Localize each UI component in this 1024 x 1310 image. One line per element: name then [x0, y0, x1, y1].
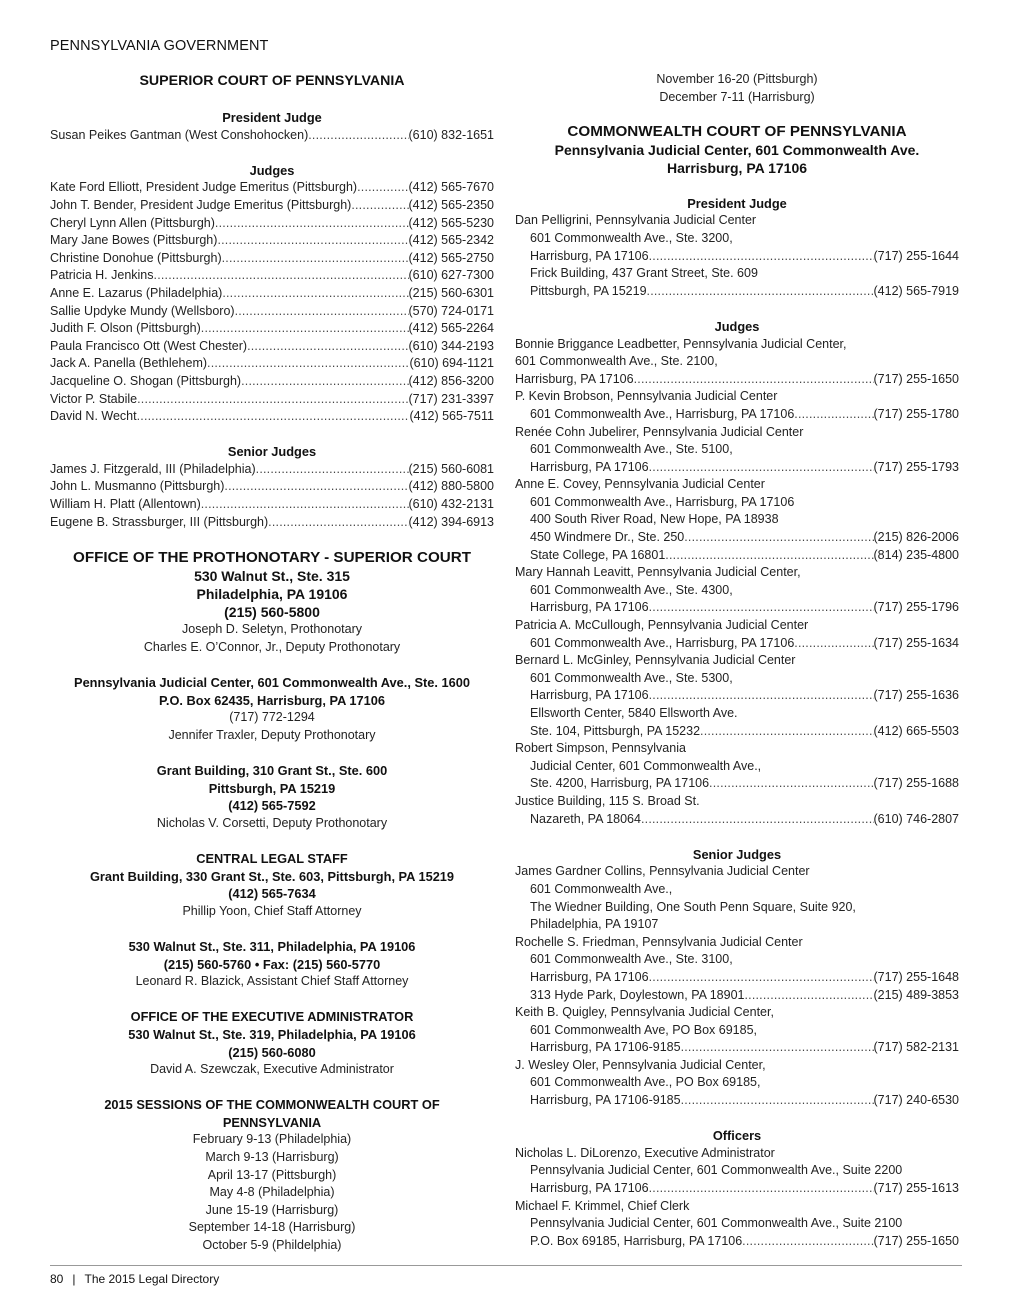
- entry-name: Cheryl Lynn Allen (Pittsburgh): [50, 215, 215, 230]
- entry-line: Bernard L. McGinley, Pennsylvania Judicial Center: [515, 653, 796, 668]
- entry-line: Pennsylvania Judicial Center, 601 Commonwealth Ave., Suite 2100: [530, 1216, 903, 1231]
- directory-entry: [50, 514, 494, 532]
- entry-phone: (412) 665-5503: [873, 723, 959, 738]
- sessions-title-line1: 2015 SESSIONS OF THE COMMONWEALTH COURT OF: [104, 1097, 440, 1113]
- cw-judges-heading: Judges: [714, 318, 760, 334]
- entry-line: 601 Commonwealth Ave, PO Box 69185,: [530, 1022, 757, 1037]
- harrisburg-office-phone: (717) 772-1294: [229, 710, 315, 725]
- entry-phone: (717) 255-1648: [873, 969, 959, 984]
- entry-row: [515, 406, 959, 424]
- entry-line: 601 Commonwealth Ave., Ste. 2100,: [515, 354, 718, 369]
- entry-name: Kate Ford Elliott, President Judge Emeritus (Pittsburgh): [50, 180, 358, 195]
- entry-name: Eugene B. Strassburger, III (Pittsburgh): [50, 514, 269, 529]
- entry-phone: (717) 240-6530: [873, 1093, 959, 1108]
- deputy-prothonotary-person: Charles E. O’Connor, Jr., Deputy Prothonotary: [143, 639, 401, 654]
- entry-line: Keith B. Quigley, Pennsylvania Judicial Center,: [515, 1005, 774, 1020]
- entry-line: Justice Building, 115 S. Broad St.: [515, 793, 700, 808]
- directory-entry: [50, 215, 494, 233]
- entry-phone: (570) 724-0171: [408, 303, 494, 318]
- entry-address: Harrisburg, PA 17106: [530, 248, 649, 263]
- entry-line: Rochelle S. Friedman, Pennsylvania Judicial Center: [515, 934, 803, 949]
- session-date: April 13-17 (Pittsburgh): [207, 1167, 337, 1182]
- entry-line: 400 South River Road, New Hope, PA 18938: [530, 512, 779, 527]
- entry-phone: (610) 694-1121: [409, 356, 494, 371]
- entry-row: [515, 811, 959, 829]
- entry-address: 601 Commonwealth Ave., Harrisburg, PA 17106: [530, 635, 795, 650]
- entry-address: Ste. 104, Pittsburgh, PA 15232: [530, 723, 701, 738]
- entry-row: [515, 1233, 959, 1251]
- entry-row: [515, 1092, 959, 1110]
- central-legal-phone: (412) 565-7634: [228, 886, 316, 902]
- exec-admin-address: 530 Walnut St., Ste. 319, Philadelphia, PA 19106: [128, 1026, 416, 1042]
- central-legal-address: Grant Building, 330 Grant St., Ste. 603, Pittsburgh, PA 15219: [89, 868, 455, 884]
- entry-phone: (610) 432-2131: [408, 497, 494, 512]
- session-date: October 5-9 (Phildelphia): [202, 1238, 342, 1253]
- entry-name: Judith F. Olson (Pittsburgh): [50, 321, 201, 336]
- central-legal-phila-phones: (215) 560-5760 • Fax: (215) 560-5770: [163, 956, 381, 972]
- entry-address: Harrisburg, PA 17106: [530, 969, 649, 984]
- entry-line: J. Wesley Oler, Pennsylvania Judicial Center,: [515, 1057, 766, 1072]
- entry-phone: (412) 565-2342: [408, 233, 494, 248]
- entry-name: Patricia H. Jenkins: [50, 268, 154, 283]
- session-date: December 7-11 (Harrisburg): [659, 89, 815, 104]
- entry-row: [515, 1180, 959, 1198]
- entry-address: Harrisburg, PA 17106: [530, 600, 649, 615]
- entry-phone: (412) 565-7670: [408, 180, 494, 195]
- directory-entry: [50, 303, 494, 321]
- entry-line: James Gardner Collins, Pennsylvania Judicial Center: [515, 864, 810, 879]
- entry-address: State College, PA 16801: [530, 547, 666, 562]
- entry-address: 313 Hyde Park, Doylestown, PA 18901: [530, 987, 745, 1002]
- entry-line: Bonnie Briggance Leadbetter, Pennsylvania Judicial Center,: [515, 336, 847, 351]
- entry-line: Pennsylvania Judicial Center, 601 Commonwealth Ave., Suite 2200: [530, 1163, 903, 1178]
- entry-line: 601 Commonwealth Ave., Harrisburg, PA 17106: [530, 494, 795, 509]
- entry-row: [515, 248, 959, 266]
- senior-judges-heading: Senior Judges: [227, 444, 317, 460]
- entry-phone: (412) 565-2350: [408, 197, 494, 212]
- footer-rule: [50, 1265, 962, 1266]
- session-date: November 16-20 (Pittsburgh): [656, 72, 818, 86]
- session-date: June 15-19 (Harrisburg): [205, 1202, 339, 1217]
- entry-phone: (717) 255-1793: [873, 459, 959, 474]
- exec-admin-person: David A. Szewczak, Executive Administrator: [150, 1062, 394, 1077]
- entry-row: [515, 723, 959, 741]
- pittsburgh-office-person: Nicholas V. Corsetti, Deputy Prothonotary: [156, 815, 388, 830]
- entry-phone: (412) 565-7919: [873, 283, 959, 298]
- prothonotary-address1: 530 Walnut St., Ste. 315: [194, 568, 350, 585]
- entry-phone: (717) 255-1650: [873, 371, 959, 386]
- harrisburg-office-person: Jennifer Traxler, Deputy Prothonotary: [168, 727, 376, 742]
- entry-name: Christine Donohue (Pittsburgh): [50, 250, 222, 265]
- prothonotary-phone: (215) 560-5800: [224, 604, 320, 621]
- directory-entry: [50, 373, 494, 391]
- directory-entry: [50, 197, 494, 215]
- entry-row: [515, 987, 959, 1005]
- entry-line: Ellsworth Center, 5840 Ellsworth Ave.: [530, 706, 738, 720]
- entry-name: Mary Jane Bowes (Pittsburgh): [50, 233, 218, 248]
- commonwealth-address2: Harrisburg, PA 17106: [666, 160, 808, 177]
- directory-entry: [50, 250, 494, 268]
- entry-phone: (717) 255-1650: [873, 1233, 959, 1248]
- entry-line: 601 Commonwealth Ave., Ste. 3200,: [530, 230, 733, 245]
- directory-entry: [50, 285, 494, 303]
- entry-row: [515, 547, 959, 565]
- entry-line: P. Kevin Brobson, Pennsylvania Judicial Center: [515, 389, 778, 404]
- entry-name: Jack A. Panella (Bethlehem): [50, 356, 208, 371]
- left-column: [50, 72, 494, 1255]
- running-head: PENNSYLVANIA GOVERNMENT: [50, 38, 269, 54]
- entry-phone: (717) 582-2131: [873, 1040, 959, 1055]
- cw-president-judge-heading: President Judge: [687, 195, 787, 211]
- entry-phone: (412) 565-2750: [408, 250, 494, 265]
- entry-line: 601 Commonwealth Ave., Ste. 4300,: [530, 582, 733, 597]
- entry-phone: (610) 746-2807: [873, 811, 959, 826]
- directory-entry: [50, 338, 494, 356]
- judges-list: [50, 179, 494, 425]
- exec-admin-title: OFFICE OF THE EXECUTIVE ADMINISTRATOR: [130, 1009, 414, 1025]
- central-legal-phila-person: Leonard R. Blazick, Assistant Chief Staff Attorney: [135, 974, 409, 989]
- footer-separator: |: [72, 1272, 76, 1286]
- entry-line: 601 Commonwealth Ave., PO Box 69185,: [530, 1075, 761, 1090]
- entry-phone: (412) 394-6913: [408, 514, 494, 529]
- entry-name: Sallie Updyke Mundy (Wellsboro): [50, 303, 235, 318]
- entry-phone: (717) 255-1634: [873, 635, 959, 650]
- prothonotary-person: Joseph D. Seletyn, Prothonotary: [182, 622, 362, 637]
- entry-address: 601 Commonwealth Ave., Harrisburg, PA 17106: [530, 406, 795, 421]
- entry-row: [515, 371, 959, 389]
- entry-line: 601 Commonwealth Ave., Ste. 5300,: [530, 670, 733, 685]
- entry-name: Anne E. Lazarus (Philadelphia): [50, 285, 223, 300]
- entry-line: Dan Pelligrini, Pennsylvania Judicial Center: [515, 213, 757, 228]
- entry-name: David N. Wecht: [50, 409, 137, 424]
- entry-address: Harrisburg, PA 17106-9185: [530, 1093, 681, 1108]
- entry-phone: (412) 856-3200: [408, 373, 494, 388]
- entry-phone: (717) 255-1796: [873, 600, 959, 615]
- entry-name: Paula Francisco Ott (West Chester): [50, 338, 248, 353]
- entry-phone: (610) 832-1651: [408, 127, 494, 142]
- entry-phone: (717) 255-1636: [873, 688, 959, 703]
- entry-row: [515, 283, 959, 301]
- entry-row: [515, 687, 959, 705]
- entry-address: 450 Windmere Dr., Ste. 250: [530, 530, 685, 545]
- central-legal-person: Phillip Yoon, Chief Staff Attorney: [182, 903, 362, 918]
- page-number: 80: [50, 1272, 64, 1286]
- entry-name: Jacqueline O. Shogan (Pittsburgh): [50, 373, 242, 388]
- cw-officers-heading: Officers: [712, 1128, 762, 1144]
- sessions-list: [50, 1131, 494, 1254]
- entry-phone: (412) 565-5230: [408, 215, 494, 230]
- entry-line: The Wiedner Building, One South Penn Square, Suite 920,: [530, 899, 856, 914]
- entry-address: P.O. Box 69185, Harrisburg, PA 17106: [530, 1233, 743, 1248]
- entry-row: [515, 635, 959, 653]
- entry-phone: (412) 880-5800: [408, 479, 494, 494]
- entry-line: Robert Simpson, Pennsylvania: [515, 741, 686, 756]
- entry-phone: (412) 565-2264: [408, 321, 494, 336]
- directory-entry: [50, 496, 494, 514]
- entry-phone: (215) 826-2006: [873, 530, 959, 545]
- entry-phone: (610) 627-7300: [408, 268, 494, 283]
- prothonotary-title: OFFICE OF THE PROTHONOTARY - SUPERIOR COURT: [73, 549, 471, 567]
- entry-phone: (717) 255-1613: [873, 1181, 959, 1196]
- entry-line: Renée Cohn Jubelirer, Pennsylvania Judicial Center: [515, 424, 804, 439]
- entry-phone: (215) 560-6301: [408, 285, 494, 300]
- pittsburgh-office-line2: Pittsburgh, PA 15219: [208, 780, 336, 796]
- prothonotary-address2: Philadelphia, PA 19106: [196, 586, 348, 603]
- entry-name: Susan Peikes Gantman (West Conshohocken): [50, 127, 309, 142]
- session-date: February 9-13 (Philadelphia): [192, 1132, 352, 1147]
- entry-row: [515, 459, 959, 477]
- entry-line: 601 Commonwealth Ave., Ste. 3100,: [530, 952, 733, 967]
- entry-line: Mary Hannah Leavitt, Pennsylvania Judicial Center,: [515, 565, 801, 580]
- right-column: [515, 71, 959, 1250]
- entry-address: Harrisburg, PA 17106-9185: [530, 1040, 681, 1055]
- directory-entry: [50, 179, 494, 197]
- president-judge-heading: President Judge: [222, 110, 322, 125]
- entry-address: Ste. 4200, Harrisburg, PA 17106: [530, 776, 710, 791]
- session-date: March 9-13 (Harrisburg): [205, 1150, 339, 1165]
- president-judge-entry: [50, 127, 494, 145]
- harrisburg-office-line1: Pennsylvania Judicial Center, 601 Commonwealth Ave., Ste. 1600: [74, 675, 470, 691]
- entry-line: Frick Building, 437 Grant Street, Ste. 609: [530, 266, 758, 281]
- judges-heading: Judges: [249, 162, 295, 178]
- entry-row: [515, 775, 959, 793]
- commonwealth-address1: Pennsylvania Judicial Center, 601 Commonwealth Ave.: [554, 142, 920, 159]
- commonwealth-court-title: COMMONWEALTH COURT OF PENNSYLVANIA: [567, 123, 907, 141]
- directory-entry: [50, 391, 494, 409]
- entry-name: Victor P. Stabile: [50, 391, 138, 406]
- entry-phone: (215) 560-6081: [408, 461, 494, 476]
- entry-address: Harrisburg, PA 17106: [515, 371, 634, 386]
- pittsburgh-office-line1: Grant Building, 310 Grant St., Ste. 600: [156, 763, 388, 778]
- entry-line: Michael F. Krimmel, Chief Clerk: [515, 1198, 690, 1213]
- entry-line: Nicholas L. DiLorenzo, Executive Administrator: [515, 1145, 775, 1160]
- entry-phone: (610) 344-2193: [408, 338, 494, 353]
- entry-row: [515, 969, 959, 987]
- directory-entry: [50, 232, 494, 250]
- directory-entry: [50, 320, 494, 338]
- entry-phone: (717) 255-1644: [873, 248, 959, 263]
- entry-line: 601 Commonwealth Ave.,: [530, 881, 673, 896]
- entry-line: Judicial Center, 601 Commonwealth Ave.,: [530, 758, 762, 773]
- directory-entry: [50, 478, 494, 496]
- central-legal-title: CENTRAL LEGAL STAFF: [196, 850, 348, 866]
- superior-court-title: SUPERIOR COURT OF PENNSYLVANIA: [139, 73, 405, 89]
- directory-entry: [50, 408, 494, 426]
- senior-judges-list: [50, 461, 494, 531]
- directory-entry: [50, 267, 494, 285]
- entry-name: William H. Platt (Allentown): [50, 497, 201, 512]
- entry-name: James J. Fitzgerald, III (Philadelphia): [50, 461, 256, 476]
- entry-line: Patricia A. McCullough, Pennsylvania Judicial Center: [515, 618, 809, 633]
- entry-address: Nazareth, PA 18064: [530, 811, 641, 826]
- entry-address: Harrisburg, PA 17106: [530, 459, 649, 474]
- entry-name: John L. Musmanno (Pittsburgh): [50, 479, 225, 494]
- directory-entry: [50, 355, 494, 373]
- entry-address: Pittsburgh, PA 15219: [530, 283, 647, 298]
- directory-entry: [50, 461, 494, 479]
- entry-phone: (717) 255-1688: [873, 776, 959, 791]
- entry-line: Anne E. Covey, Pennsylvania Judicial Center: [515, 477, 765, 492]
- pittsburgh-office-phone: (412) 565-7592: [228, 798, 316, 814]
- session-date: May 4-8 (Philadelphia): [209, 1185, 335, 1200]
- sessions-title-line2: PENNSYLVANIA: [222, 1114, 322, 1130]
- entry-address: Harrisburg, PA 17106: [530, 688, 649, 703]
- entry-row: [515, 599, 959, 617]
- entry-line: 601 Commonwealth Ave., Ste. 5100,: [530, 442, 733, 457]
- entry-phone: (215) 489-3853: [873, 987, 959, 1002]
- entry-row: [515, 529, 959, 547]
- entry-line: Philadelphia, PA 19107: [530, 917, 659, 932]
- entry-phone: (717) 255-1780: [873, 406, 959, 421]
- entry-address: Harrisburg, PA 17106: [530, 1181, 649, 1196]
- publication-name: The 2015 Legal Directory: [84, 1272, 220, 1286]
- exec-admin-phone: (215) 560-6080: [228, 1044, 316, 1060]
- entry-name: John T. Bender, President Judge Emeritus (Pittsburgh): [50, 197, 352, 212]
- entry-phone: (412) 565-7511: [409, 409, 494, 424]
- entry-row: [515, 1039, 959, 1057]
- session-date: September 14-18 (Harrisburg): [188, 1220, 356, 1235]
- entry-phone: (814) 235-4800: [873, 547, 959, 562]
- cw-senior-judges-heading: Senior Judges: [692, 846, 782, 862]
- central-legal-phila-address: 530 Walnut St., Ste. 311, Philadelphia, PA 19106: [128, 938, 416, 954]
- harrisburg-office-line2: P.O. Box 62435, Harrisburg, PA 17106: [159, 692, 385, 708]
- entry-phone: (717) 231-3397: [408, 391, 494, 406]
- footer: [50, 1271, 219, 1289]
